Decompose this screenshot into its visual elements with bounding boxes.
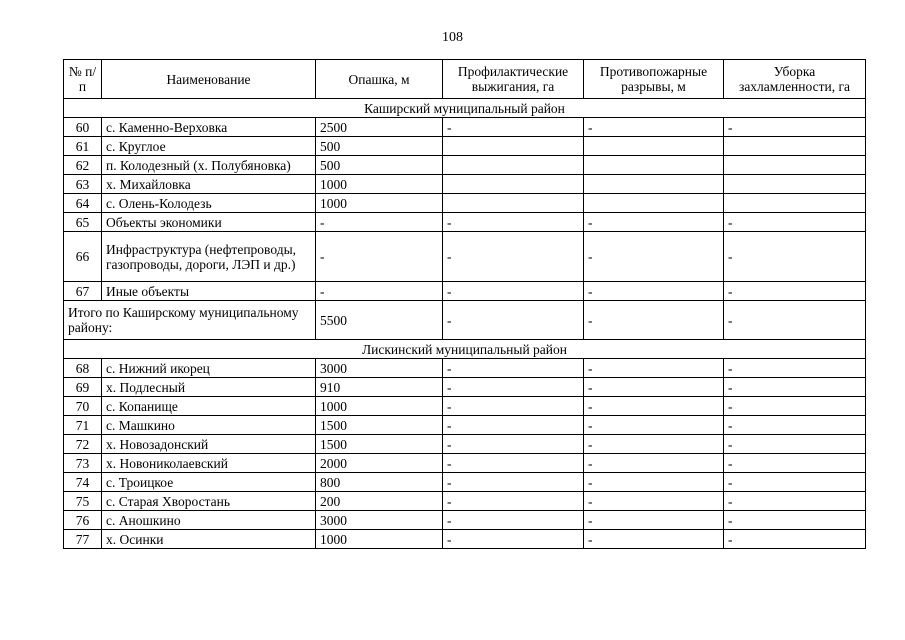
table-row <box>64 359 866 378</box>
row-num: 63 <box>64 175 102 194</box>
row-num: 66 <box>64 232 102 282</box>
row-cleanup <box>724 194 866 213</box>
row-firebreaks <box>584 194 724 213</box>
row-name: с. Нижний икорец <box>102 359 316 378</box>
row-firebreaks: - <box>584 213 724 232</box>
header-num: № п/п <box>64 60 102 99</box>
row-cleanup <box>724 137 866 156</box>
table-row <box>64 473 866 492</box>
row-plowing: - <box>316 282 443 301</box>
row-plowing: 3000 <box>316 359 443 378</box>
row-burning: - <box>443 492 584 511</box>
table-row <box>64 213 866 232</box>
header-burning: Профилактические выжигания, га <box>443 60 584 99</box>
table-row <box>64 492 866 511</box>
row-name: с. Олень-Колодезь <box>102 194 316 213</box>
row-name: с. Аношкино <box>102 511 316 530</box>
row-cleanup: - <box>724 416 866 435</box>
row-num: 70 <box>64 397 102 416</box>
row-name: х. Михайловка <box>102 175 316 194</box>
header-firebreaks: Противопожарные разрывы, м <box>584 60 724 99</box>
row-cleanup: - <box>724 397 866 416</box>
row-num: 65 <box>64 213 102 232</box>
row-cleanup: - <box>724 359 866 378</box>
row-name: с. Каменно-Верховка <box>102 118 316 137</box>
row-plowing: - <box>316 213 443 232</box>
page-number: 108 <box>442 30 463 45</box>
row-plowing: 910 <box>316 378 443 397</box>
row-burning: - <box>443 511 584 530</box>
row-cleanup <box>724 156 866 175</box>
row-plowing: - <box>316 232 443 282</box>
row-plowing: 500 <box>316 137 443 156</box>
row-firebreaks: - <box>584 282 724 301</box>
row-name: с. Копанище <box>102 397 316 416</box>
table-row <box>64 511 866 530</box>
row-burning: - <box>443 473 584 492</box>
row-num: 73 <box>64 454 102 473</box>
table-row <box>64 416 866 435</box>
row-burning: - <box>443 435 584 454</box>
row-cleanup: - <box>724 213 866 232</box>
total-cleanup: - <box>724 301 866 340</box>
row-num: 69 <box>64 378 102 397</box>
row-firebreaks <box>584 175 724 194</box>
row-firebreaks: - <box>584 492 724 511</box>
row-burning: - <box>443 454 584 473</box>
table-row <box>64 397 866 416</box>
table-row <box>64 282 866 301</box>
row-num: 67 <box>64 282 102 301</box>
row-plowing: 1500 <box>316 435 443 454</box>
row-name: с. Машкино <box>102 416 316 435</box>
row-name: Иные объекты <box>102 282 316 301</box>
row-num: 77 <box>64 530 102 549</box>
row-cleanup: - <box>724 492 866 511</box>
row-firebreaks: - <box>584 416 724 435</box>
section-title: Лискинский муниципальный район <box>64 340 866 359</box>
row-num: 72 <box>64 435 102 454</box>
row-burning: - <box>443 213 584 232</box>
row-name: х. Подлесный <box>102 378 316 397</box>
row-num: 64 <box>64 194 102 213</box>
row-num: 61 <box>64 137 102 156</box>
header-row <box>64 60 866 99</box>
row-firebreaks: - <box>584 511 724 530</box>
row-burning: - <box>443 416 584 435</box>
row-plowing: 1000 <box>316 397 443 416</box>
row-name: п. Колодезный (х. Полубяновка) <box>102 156 316 175</box>
row-cleanup: - <box>724 282 866 301</box>
row-firebreaks <box>584 137 724 156</box>
row-firebreaks: - <box>584 232 724 282</box>
row-firebreaks: - <box>584 454 724 473</box>
row-name: Объекты экономики <box>102 213 316 232</box>
row-firebreaks: - <box>584 118 724 137</box>
row-firebreaks: - <box>584 397 724 416</box>
row-cleanup: - <box>724 473 866 492</box>
row-plowing: 1500 <box>316 416 443 435</box>
row-plowing: 200 <box>316 492 443 511</box>
row-name: х. Новониколаевский <box>102 454 316 473</box>
row-burning: - <box>443 232 584 282</box>
row-cleanup: - <box>724 530 866 549</box>
row-plowing: 3000 <box>316 511 443 530</box>
row-burning: - <box>443 397 584 416</box>
row-plowing: 800 <box>316 473 443 492</box>
row-name: х. Новозадонский <box>102 435 316 454</box>
row-plowing: 2500 <box>316 118 443 137</box>
table-row <box>64 232 866 282</box>
total-label: Итого по Каширскому муниципальному району: <box>64 301 316 340</box>
row-num: 76 <box>64 511 102 530</box>
row-plowing: 500 <box>316 156 443 175</box>
row-burning: - <box>443 530 584 549</box>
row-burning: - <box>443 118 584 137</box>
row-cleanup: - <box>724 118 866 137</box>
row-cleanup: - <box>724 435 866 454</box>
row-firebreaks: - <box>584 435 724 454</box>
total-burning: - <box>443 301 584 340</box>
table-row <box>64 175 866 194</box>
row-num: 62 <box>64 156 102 175</box>
table-row <box>64 454 866 473</box>
row-num: 74 <box>64 473 102 492</box>
row-burning <box>443 194 584 213</box>
table-row <box>64 435 866 454</box>
row-cleanup: - <box>724 378 866 397</box>
table-row <box>64 137 866 156</box>
row-plowing: 1000 <box>316 530 443 549</box>
table-body <box>64 99 866 549</box>
table-row <box>64 156 866 175</box>
table-row <box>64 530 866 549</box>
row-burning <box>443 156 584 175</box>
row-firebreaks: - <box>584 473 724 492</box>
table-row <box>64 118 866 137</box>
total-plowing: 5500 <box>316 301 443 340</box>
row-burning: - <box>443 378 584 397</box>
data-table <box>63 59 866 549</box>
row-num: 71 <box>64 416 102 435</box>
table-row <box>64 378 866 397</box>
table-row <box>64 194 866 213</box>
row-num: 75 <box>64 492 102 511</box>
row-name: Инфраструктура (нефтепроводы, газопроводы, дороги, ЛЭП и др.) <box>102 232 316 282</box>
row-cleanup <box>724 175 866 194</box>
row-plowing: 2000 <box>316 454 443 473</box>
header-plowing: Опашка, м <box>316 60 443 99</box>
total-row <box>64 301 866 340</box>
row-burning: - <box>443 282 584 301</box>
row-num: 68 <box>64 359 102 378</box>
row-plowing: 1000 <box>316 194 443 213</box>
section-header-row <box>64 340 866 359</box>
row-firebreaks: - <box>584 359 724 378</box>
row-burning <box>443 137 584 156</box>
row-cleanup: - <box>724 454 866 473</box>
row-name: х. Осинки <box>102 530 316 549</box>
header-name: Наименование <box>102 60 316 99</box>
row-firebreaks <box>584 156 724 175</box>
row-cleanup: - <box>724 232 866 282</box>
row-name: с. Круглое <box>102 137 316 156</box>
row-num: 60 <box>64 118 102 137</box>
row-name: с. Троицкое <box>102 473 316 492</box>
row-plowing: 1000 <box>316 175 443 194</box>
section-header-row <box>64 99 866 118</box>
row-burning <box>443 175 584 194</box>
total-firebreaks: - <box>584 301 724 340</box>
row-firebreaks: - <box>584 378 724 397</box>
row-cleanup: - <box>724 511 866 530</box>
header-cleanup: Уборка захламленности, га <box>724 60 866 99</box>
section-title: Каширский муниципальный район <box>64 99 866 118</box>
row-burning: - <box>443 359 584 378</box>
row-firebreaks: - <box>584 530 724 549</box>
row-name: с. Старая Хворостань <box>102 492 316 511</box>
